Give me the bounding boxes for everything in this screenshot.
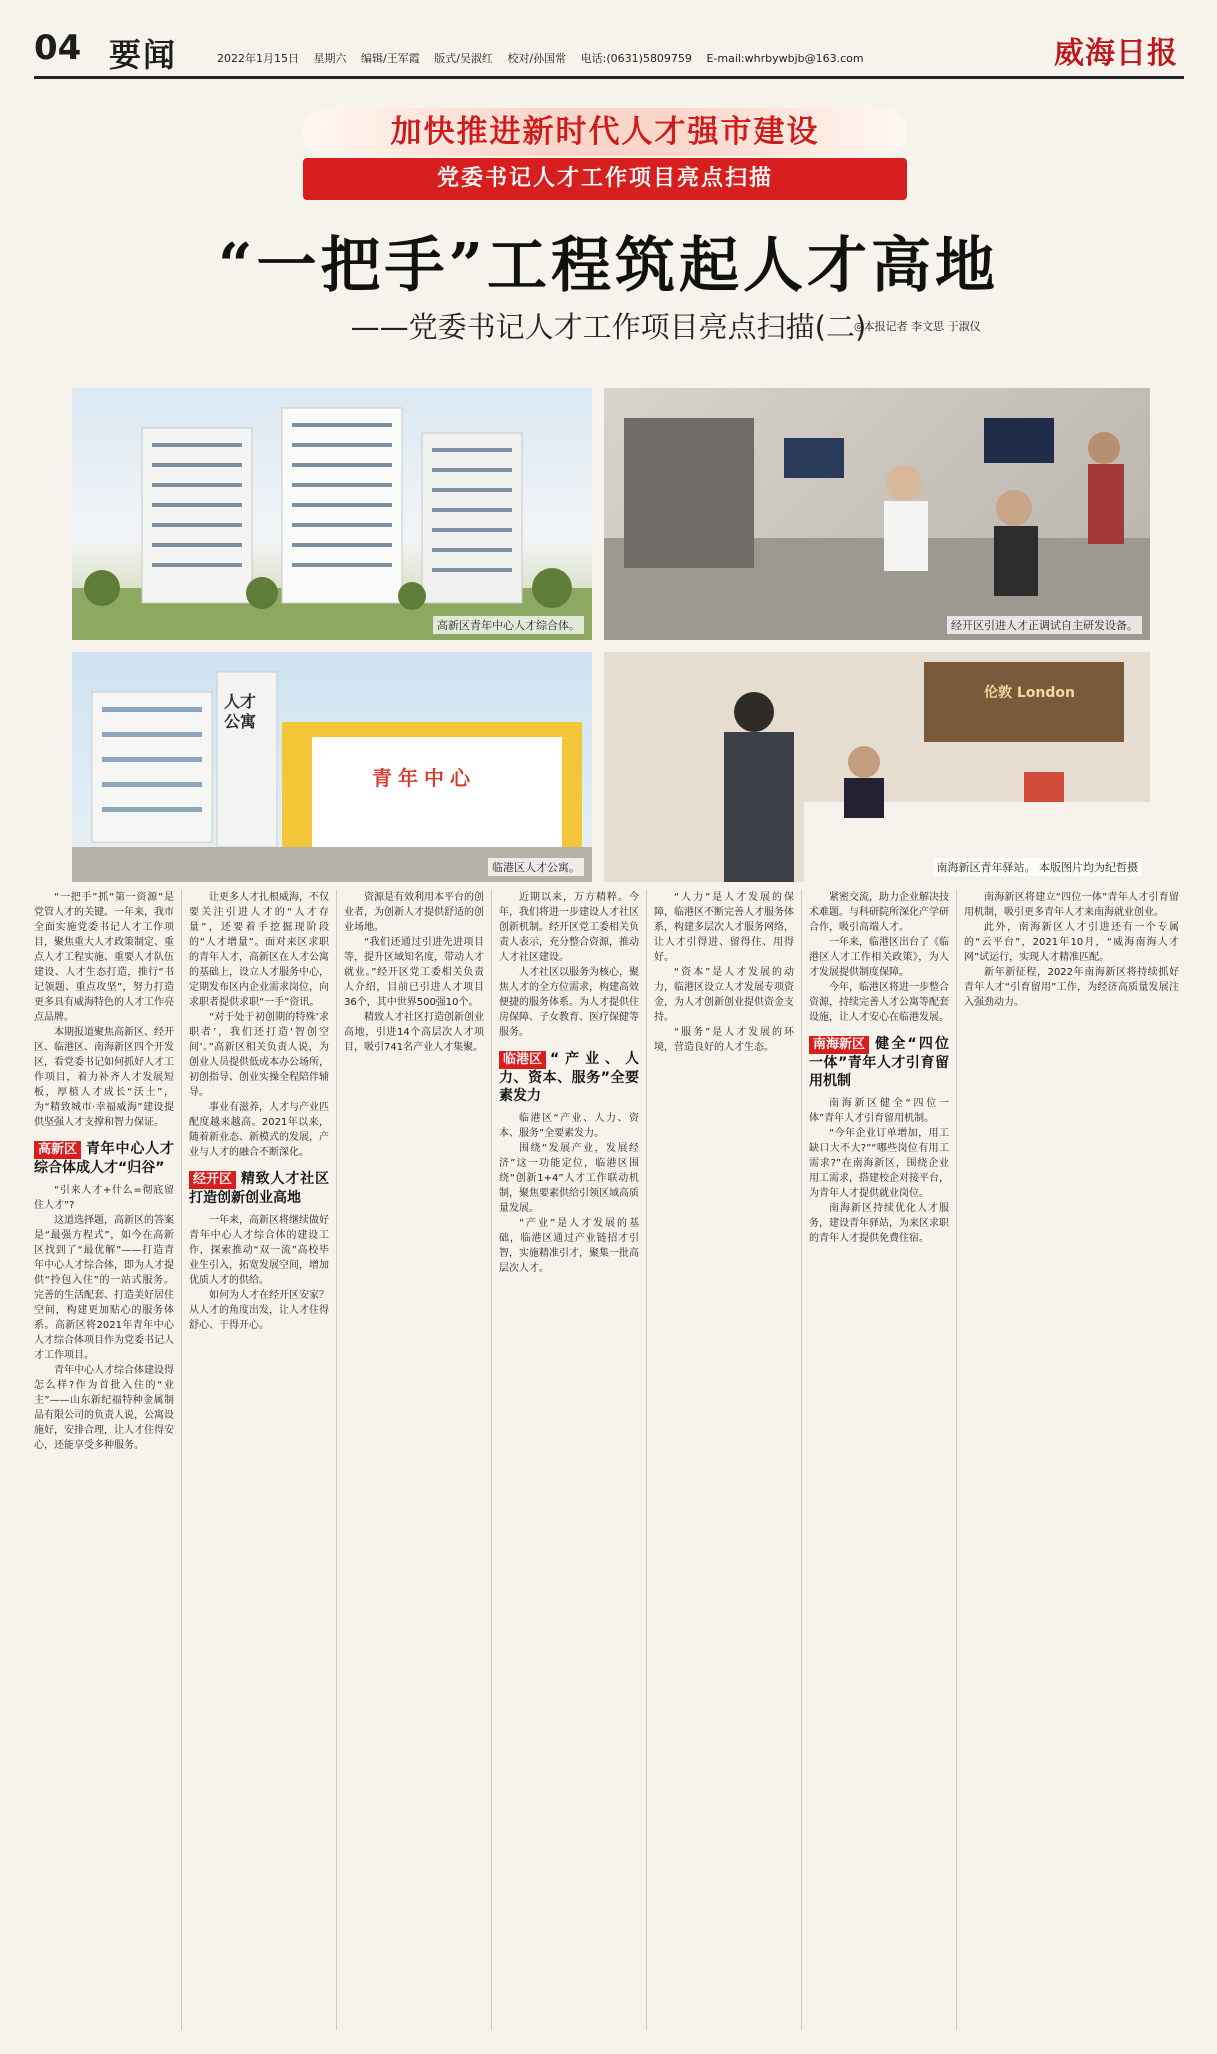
page-header [34, 28, 1184, 79]
subheadline: ——党委书记人才工作项目亮点扫描(二) [350, 310, 867, 344]
building-sign: 人才公寓 [224, 692, 257, 731]
column-rule [801, 890, 802, 2030]
topic-banner [303, 108, 907, 200]
paragraph: 这道选择题，高新区的答案是“最强方程式”，如今在高新区找到了“最优解”——打造青年中心人才综合体，即为人才提供“拎包入住”的一站式服务。完善的生活配套、打造美好居住空间，构建更加贴心的服务体系。高新区将2021年青年中心人才综合体项目作为党委书记人才工作项目。 [34, 1215, 174, 1361]
banner-top: 加快推进新时代人才强市建设 [303, 108, 907, 156]
column-rule [181, 890, 182, 2030]
paragraph: 青年中心人才综合体建设得怎么样?作为首批入住的“业主”——山东新纪福特种金属制品有限公司的负责人说，公寓设施好，安排合理，让人才住得安心，还能享受多种服务。 [34, 1365, 174, 1451]
paragraph: “服务”是人才发展的环境，营造良好的人才生态。 [654, 1027, 794, 1053]
layout-editor: 版式/吴淑红 [434, 52, 493, 65]
paragraph: “我们还通过引进先进项目等，提升区域知名度，带动人才就业。”经开区党工委相关负责人介绍，目前已引进人才项目36个，其中世界500强10个。 [344, 937, 484, 1008]
photo-caption: 经开区引进人才正调试自主研发设备。 [947, 616, 1142, 634]
text-column [499, 890, 639, 2030]
issue-date: 2022年1月15日 [217, 52, 299, 65]
paragraph: 本期报道聚焦高新区、经开区、临港区、南海新区四个开发区，看党委书记如何抓好人才工作项目，着力补齐人才发展短板，厚植人才成长“沃土”，为“精致城市·幸福威海”建设提供坚强人才支撑和智力保证。 [34, 1027, 174, 1128]
paragraph: “产业”是人才发展的基础，临港区通过产业链招才引智，实施精准引才，聚集一批高层次人才。 [499, 1218, 639, 1274]
paragraph: 此外，南海新区人才引进还有一个专属的“云平台”，2021年10月，“威海南海人才网”试运行，实现人才精准匹配。 [964, 922, 1179, 963]
photo-caption: 临港区人才公寓。 [488, 858, 584, 876]
section-heading [809, 1035, 949, 1090]
paragraph: 南海新区持续优化人才服务，建设青年驿站，为来区求职的青年人才提供免费住宿。 [809, 1203, 949, 1244]
section-tag: 南海新区 [809, 1036, 869, 1054]
paragraph: “对于处于初创期的特殊‘求职者’，我们还打造‘智创空间’。”高新区相关负责人说，为创业人员提供低成本办公场所，初创指导、创业实操全程陪伴辅导。 [189, 1012, 329, 1098]
talent-apartment-illustration [72, 652, 592, 882]
header-meta [217, 50, 875, 66]
column-rule [491, 890, 492, 2030]
paragraph: “今年企业订单增加，用工缺口大不大?”“哪些岗位有用工需求?”在南海新区，围绕企业用工需求，搭建校企对接平台，为青年人才提供就业岗位。 [809, 1128, 949, 1199]
photo-youth-inn [604, 652, 1150, 882]
column-rule [646, 890, 647, 2030]
text-column [964, 890, 1179, 2030]
lab-scene-illustration [604, 388, 1150, 640]
paragraph: 今年，临港区将进一步整合资源，持续完善人才公寓等配套设施，让人才安心在临港发展。 [809, 982, 949, 1023]
photo-caption: 南海新区青年驿站。 本版图片均为纪哲摄 [933, 858, 1143, 876]
newspaper-logo: 威海日报 [1054, 36, 1178, 71]
paragraph: 新年新征程，2022年南海新区将持续抓好青年人才“引育留用”工作，为经济高质量发展注入强劲动力。 [964, 967, 1179, 1008]
section-title: “产业、人力、资本、服务”全要素发力 [499, 1051, 639, 1104]
paragraph: 紧密交流，助力企业解决技术难题。与科研院所深化产学研合作，吸引高端人才。 [809, 892, 949, 933]
section-title: 青年中心人才综合体成人才“归谷” [34, 1141, 174, 1176]
text-column [654, 890, 794, 2030]
section-name: 要闻 [109, 36, 178, 74]
photo-youth-center-complex [72, 388, 592, 640]
page-number: 04 [34, 28, 82, 68]
paragraph: 人才社区以服务为核心，聚焦人才的全方位需求，构建高效便捷的服务体系。为人才提供住房保障、子女教育、医疗保健等服务。 [499, 967, 639, 1038]
byline: ◎本报记者 李文思 于淑仪 [854, 320, 981, 333]
article-body [34, 890, 1184, 2040]
banner-bottom: 党委书记人才工作项目亮点扫描 [303, 158, 907, 200]
editor: 编辑/王军霞 [361, 52, 420, 65]
paragraph: “一把手”抓“第一资源”是党管人才的关键。一年来，我市全面实施党委书记人才工作项目，聚焦重大人才政策制定、重点人才工程实施、重要人才队伍建设、人才生态打造，推行“书记领题、重点攻坚”，努力打造更多具有威海特色的人才工作亮点品牌。 [34, 892, 174, 1023]
paragraph: 南海新区将建立“四位一体”青年人才引育留用机制，吸引更多青年人才来南海就业创业。 [964, 892, 1179, 918]
paragraph: 一年来，临港区出台了《临港区人才工作相关政策》，为人才发展提供制度保障。 [809, 937, 949, 978]
section-title: 健全“四位一体”青年人才引育留用机制 [809, 1036, 949, 1089]
photo-lab-equipment [604, 388, 1150, 640]
section-heading [499, 1050, 639, 1105]
apartment-towers-illustration [72, 388, 592, 640]
section-heading [189, 1170, 329, 1207]
paragraph: 精致人才社区打造创新创业高地，引进14个高层次人才项目，吸引741名产业人才集聚。 [344, 1012, 484, 1053]
headline: “一把手”工程筑起人才高地 [217, 231, 1000, 301]
section-tag: 高新区 [34, 1141, 81, 1159]
section-tag: 临港区 [499, 1051, 546, 1069]
proofreader: 校对/孙国常 [507, 52, 567, 65]
paragraph: 如何为人才在经开区安家？从人才的角度出发，让人才住得舒心、干得开心。 [189, 1290, 329, 1331]
text-column [344, 890, 484, 2030]
section-tag: 经开区 [189, 1171, 236, 1189]
photo-talent-apartment [72, 652, 592, 882]
section-heading [34, 1140, 174, 1177]
youth-center-sign: 青年中心 [372, 766, 476, 790]
text-column [34, 890, 174, 2030]
paragraph: “人力”是人才发展的保障，临港区不断完善人才服务体系，构建多层次人才服务网络，让人才引得进、留得住、用得好。 [654, 892, 794, 963]
section-title: 精致人才社区打造创新创业高地 [189, 1171, 329, 1206]
text-column [809, 890, 949, 2030]
paragraph: 围绕“发展产业，发展经济”这一功能定位，临港区围绕“创新1+4”人才工作联动机制，聚焦要素供给引领区域高质量发展。 [499, 1143, 639, 1214]
photo-caption: 高新区青年中心人才综合体。 [433, 616, 584, 634]
paragraph: 让更多人才扎根威海，不仅要关注引进人才的“人才存量”，还要着手挖掘现阶段的“人才增量”。面对来区求职的青年人才，高新区在人才公寓的基础上，设立人才服务中心，定期发布区内企业需求岗位，向求职者提供求职“一手”资讯。 [189, 892, 329, 1008]
column-rule [956, 890, 957, 2030]
email: E-mail:whrbywbjb@163.com [706, 52, 864, 65]
text-column [189, 890, 329, 2030]
hotel-sign: 伦敦 London [984, 685, 1075, 701]
paragraph: “引来人才+什么=彻底留住人才”? [34, 1185, 174, 1211]
paragraph: 近期以来，万方精粹。今年，我们将进一步建设人才社区创新机制。经开区党工委相关负责人表示，充分整合资源，推动人才社区建设。 [499, 892, 639, 963]
weekday: 星期六 [313, 52, 347, 65]
phone: 电话:(0631)5809759 [580, 52, 692, 65]
paragraph: 一年来，高新区将继续做好青年中心人才综合体的建设工作，探索推动“双一流”高校毕业生引入，拓宽发展空间，增加优质人才的供给。 [189, 1215, 329, 1286]
paragraph: 临港区“产业、人力、资本、服务”全要素发力。 [499, 1113, 639, 1139]
paragraph: 事业有滋养，人才与产业匹配度越来越高。2021年以来，随着新业态、新模式的发展，产业与人才的融合不断深化。 [189, 1102, 329, 1158]
paragraph: 资源是有效利用本平台的创业者，为创新人才提供舒适的创业场地。 [344, 892, 484, 933]
paragraph: “资本”是人才发展的动力，临港区设立人才发展专项资金，为人才创新创业提供资金支持。 [654, 967, 794, 1023]
column-rule [336, 890, 337, 2030]
paragraph: 南海新区健全“四位一体”青年人才引育留用机制。 [809, 1098, 949, 1124]
